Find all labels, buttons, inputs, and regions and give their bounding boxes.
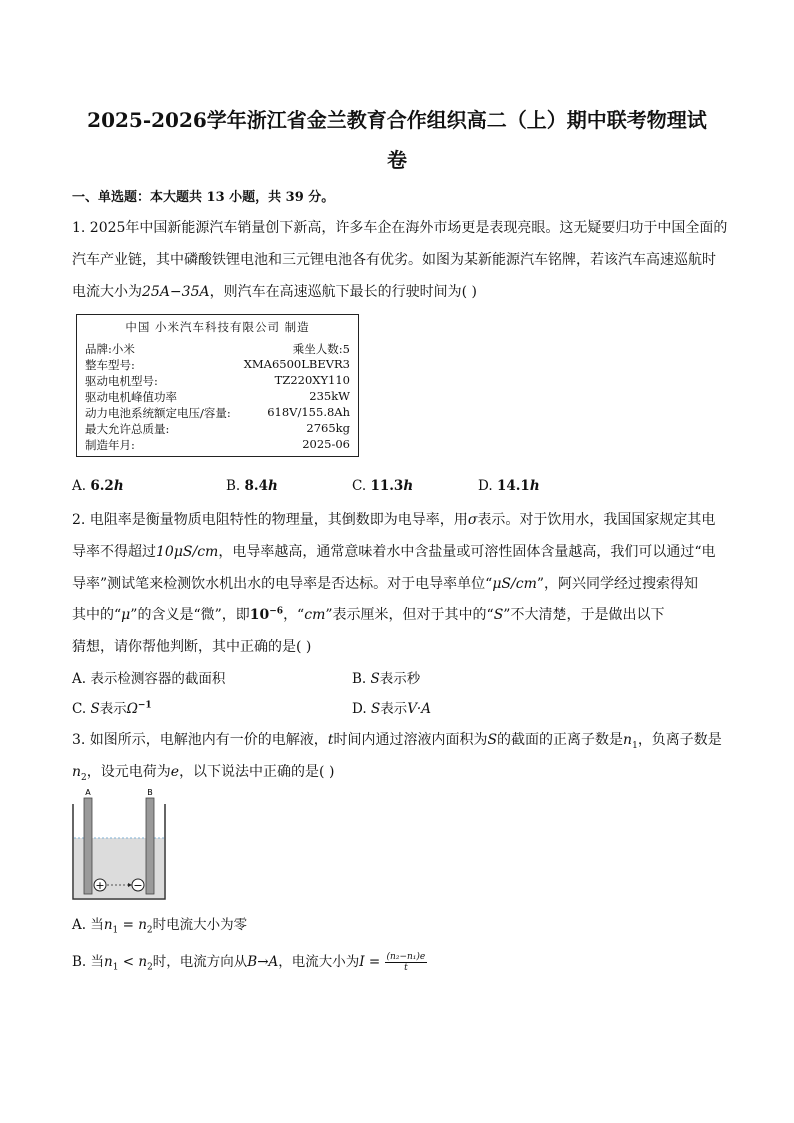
option-label: B. xyxy=(352,671,371,687)
text: ，“ xyxy=(283,607,305,623)
text: 时，电流方向从 xyxy=(152,954,248,970)
q1-current-range: 25A−35A xyxy=(142,284,210,300)
nameplate-key: 驱动电机型号: xyxy=(85,374,158,388)
vehicle-nameplate xyxy=(76,314,359,457)
q2-option-b[interactable] xyxy=(352,667,420,687)
text: 的截面的正离子数是 xyxy=(497,732,624,748)
nameplate-row xyxy=(85,341,350,356)
q3-option-a[interactable] xyxy=(72,913,247,936)
math-exponent: −1 xyxy=(137,700,152,711)
text: B. 当 xyxy=(72,954,105,970)
option-label: C. xyxy=(72,701,91,717)
negative-ion-sign: − xyxy=(133,879,143,892)
nameplate-key: 品牌:小米 xyxy=(85,342,135,356)
q1-line3 xyxy=(72,281,477,301)
nameplate-value: 2765kg xyxy=(306,421,350,435)
q2-line3 xyxy=(72,573,698,593)
nameplate-row xyxy=(85,357,350,372)
text: 表示 xyxy=(380,701,408,717)
nameplate-key: 制造年月: xyxy=(85,438,135,452)
exam-title-line2: 卷 xyxy=(387,148,407,172)
option-value: 8.4 xyxy=(244,478,269,494)
math-subscript: 1 xyxy=(112,962,119,973)
math-n: n xyxy=(138,917,147,933)
q2-line5: 猜想，请你帮他判断，其中正确的是( ) xyxy=(72,639,312,655)
math-exponent: −6 xyxy=(269,606,284,617)
math-subscript: 2 xyxy=(81,772,87,783)
q3-line2 xyxy=(72,761,334,783)
math-s: S xyxy=(370,701,381,717)
math-t: t xyxy=(327,732,334,748)
text: ，电流大小为 xyxy=(278,954,360,970)
math-s: S xyxy=(493,607,504,623)
text: 2. 电阻率是衡量物质电阻特性的物理量，其倒数即为电导率，用 xyxy=(72,512,468,528)
math-unit: μS/cm xyxy=(492,576,537,592)
q1-line3-post: ，则汽车在高速巡航下最长的行驶时间为( ) xyxy=(209,284,477,300)
fraction-numerator: (n₂−n₁)e xyxy=(386,952,426,962)
nameplate-row xyxy=(85,405,350,420)
nameplate-value: 2025-06 xyxy=(302,437,350,451)
option-label: B. xyxy=(226,478,241,494)
text: 表示。对于饮用水，我国国家规定其电 xyxy=(477,512,716,528)
text: ”的含义是“微”，即 xyxy=(130,607,250,623)
text: 3. 如图所示，电解池内有一价的电解液， xyxy=(72,732,328,748)
math-n: n xyxy=(103,917,113,933)
q1-option-c[interactable] xyxy=(352,478,413,494)
electrode-b xyxy=(146,798,154,894)
nameplate-value: 618V/155.8Ah xyxy=(267,405,350,419)
math-ohm: Ω xyxy=(126,701,138,717)
math-subscript: 2 xyxy=(146,925,153,936)
q2-line4 xyxy=(72,604,664,624)
option-value: 14.1 xyxy=(496,478,530,494)
electrolytic-cell-diagram xyxy=(70,786,170,902)
q2-line2 xyxy=(72,541,716,561)
fraction-denominator: t xyxy=(404,963,408,973)
option-unit: h xyxy=(268,478,278,494)
text: 导率不得超过 xyxy=(72,544,156,560)
text: ，电导率越高，通常意味着水中含盐量或可溶性固体含量越高，我们可以通过“电 xyxy=(218,544,716,560)
option-label: D. xyxy=(352,701,371,717)
math-eq: = xyxy=(364,954,385,970)
text: 其中的“ xyxy=(72,607,122,623)
math-n: n xyxy=(104,954,113,970)
nameplate-value: XMA6500LBEVR3 xyxy=(243,357,350,371)
text: 时间内通过溶液内面积为 xyxy=(333,732,488,748)
math-n: n xyxy=(72,764,82,780)
math-lt: < xyxy=(118,954,139,970)
option-label: C. xyxy=(352,478,367,494)
text: A. 当 xyxy=(72,917,104,933)
option-unit: h xyxy=(403,478,414,494)
electrode-b-label: B xyxy=(147,788,153,797)
text: ，负离子数是 xyxy=(637,732,722,748)
math-s: S xyxy=(90,701,100,717)
section-heading: 一、单选题：本大题共 13 小题，共 39 分。 xyxy=(72,190,335,205)
math-direction: B→A xyxy=(247,954,279,970)
nameplate-key: 动力电池系统额定电压/容量: xyxy=(85,406,231,420)
exam-title-line1: 2025-2026学年浙江省金兰教育合作组织高二（上）期中联考物理试 xyxy=(87,108,707,132)
q1-option-a[interactable] xyxy=(72,478,124,494)
nameplate-key: 整车型号: xyxy=(85,358,135,372)
q3-line1 xyxy=(72,729,722,751)
nameplate-key: 最大允许总质量: xyxy=(85,422,170,436)
text: ，以下说法中正确的是( ) xyxy=(179,764,335,780)
math-n: n xyxy=(138,954,148,970)
math-mu: μ xyxy=(121,607,131,623)
q1-line2: 汽车产业链，其中磷酸铁锂电池和三元锂电池各有优劣。如图为某新能源汽车铭牌，若该汽车高速巡航时 xyxy=(72,252,716,268)
math-subscript: 1 xyxy=(112,925,119,936)
positive-ion-sign: + xyxy=(95,879,105,892)
math-s: S xyxy=(370,671,380,687)
text: 时电流大小为零 xyxy=(152,917,248,933)
math-subscript: 2 xyxy=(147,962,153,973)
text: 表示秒 xyxy=(379,671,421,687)
nameplate-value: TZ220XY110 xyxy=(274,373,350,387)
nameplate-row xyxy=(85,389,350,404)
nameplate-key: 驱动电机峰值功率 xyxy=(85,390,177,404)
nameplate-row xyxy=(85,437,350,452)
math-n: n xyxy=(623,732,633,748)
q2-line1 xyxy=(72,509,715,529)
nameplate-row xyxy=(85,421,350,436)
q1-option-d[interactable] xyxy=(478,478,540,494)
nameplate-value: 乘坐人数:5 xyxy=(292,342,350,356)
option-unit: h xyxy=(113,478,124,494)
exam-title xyxy=(60,100,734,180)
nameplate-header: 中国 小米汽车科技有限公司 制造 xyxy=(125,320,310,334)
math-va: V·A xyxy=(407,701,431,717)
q3-option-b[interactable] xyxy=(72,950,427,973)
current-fraction xyxy=(385,952,428,973)
option-label: D. xyxy=(478,478,493,494)
q1-option-b[interactable] xyxy=(226,478,278,494)
math-eq: = xyxy=(118,917,139,933)
q1-line1: 1. 2025年中国新能源汽车销量创下新高，许多车企在海外市场更是表现亮眼。这无疑要归功于中国全面的 xyxy=(72,220,728,236)
text: ”表示厘米，但对于其中的“ xyxy=(325,607,494,623)
math-conductivity-limit: 10μS/cm xyxy=(156,544,219,560)
math-s: S xyxy=(487,732,498,748)
electrode-a-label: A xyxy=(85,788,91,797)
electrode-a xyxy=(84,798,92,894)
text: ”，阿兴同学经过搜索得知 xyxy=(536,576,699,592)
q2-option-a[interactable]: A. 表示检测容器的截面积 xyxy=(72,671,226,687)
option-label: A. xyxy=(72,478,87,494)
math-cm: cm xyxy=(304,607,326,623)
nameplate-row xyxy=(85,373,350,388)
nameplate-value: 235kW xyxy=(309,389,350,403)
text: ”不大清楚，于是做出以下 xyxy=(503,607,665,623)
option-value: 11.3 xyxy=(370,478,404,494)
q2-option-d[interactable] xyxy=(352,697,431,717)
q1-line3-pre: 电流大小为 xyxy=(72,284,142,300)
option-unit: h xyxy=(529,478,540,494)
math-e: e xyxy=(170,764,180,780)
q2-option-c[interactable] xyxy=(72,697,152,717)
text: 导率”测试笔来检测饮水机出水的电导率是否达标。对于电导率单位“ xyxy=(72,576,493,592)
math-current: I xyxy=(359,954,365,970)
text: ，设元电荷为 xyxy=(86,764,171,780)
math-ten: 10 xyxy=(249,607,270,623)
math-sigma: σ xyxy=(467,512,478,528)
text: 表示 xyxy=(99,701,127,717)
math-subscript: 1 xyxy=(632,740,638,751)
option-value: 6.2 xyxy=(90,478,114,494)
